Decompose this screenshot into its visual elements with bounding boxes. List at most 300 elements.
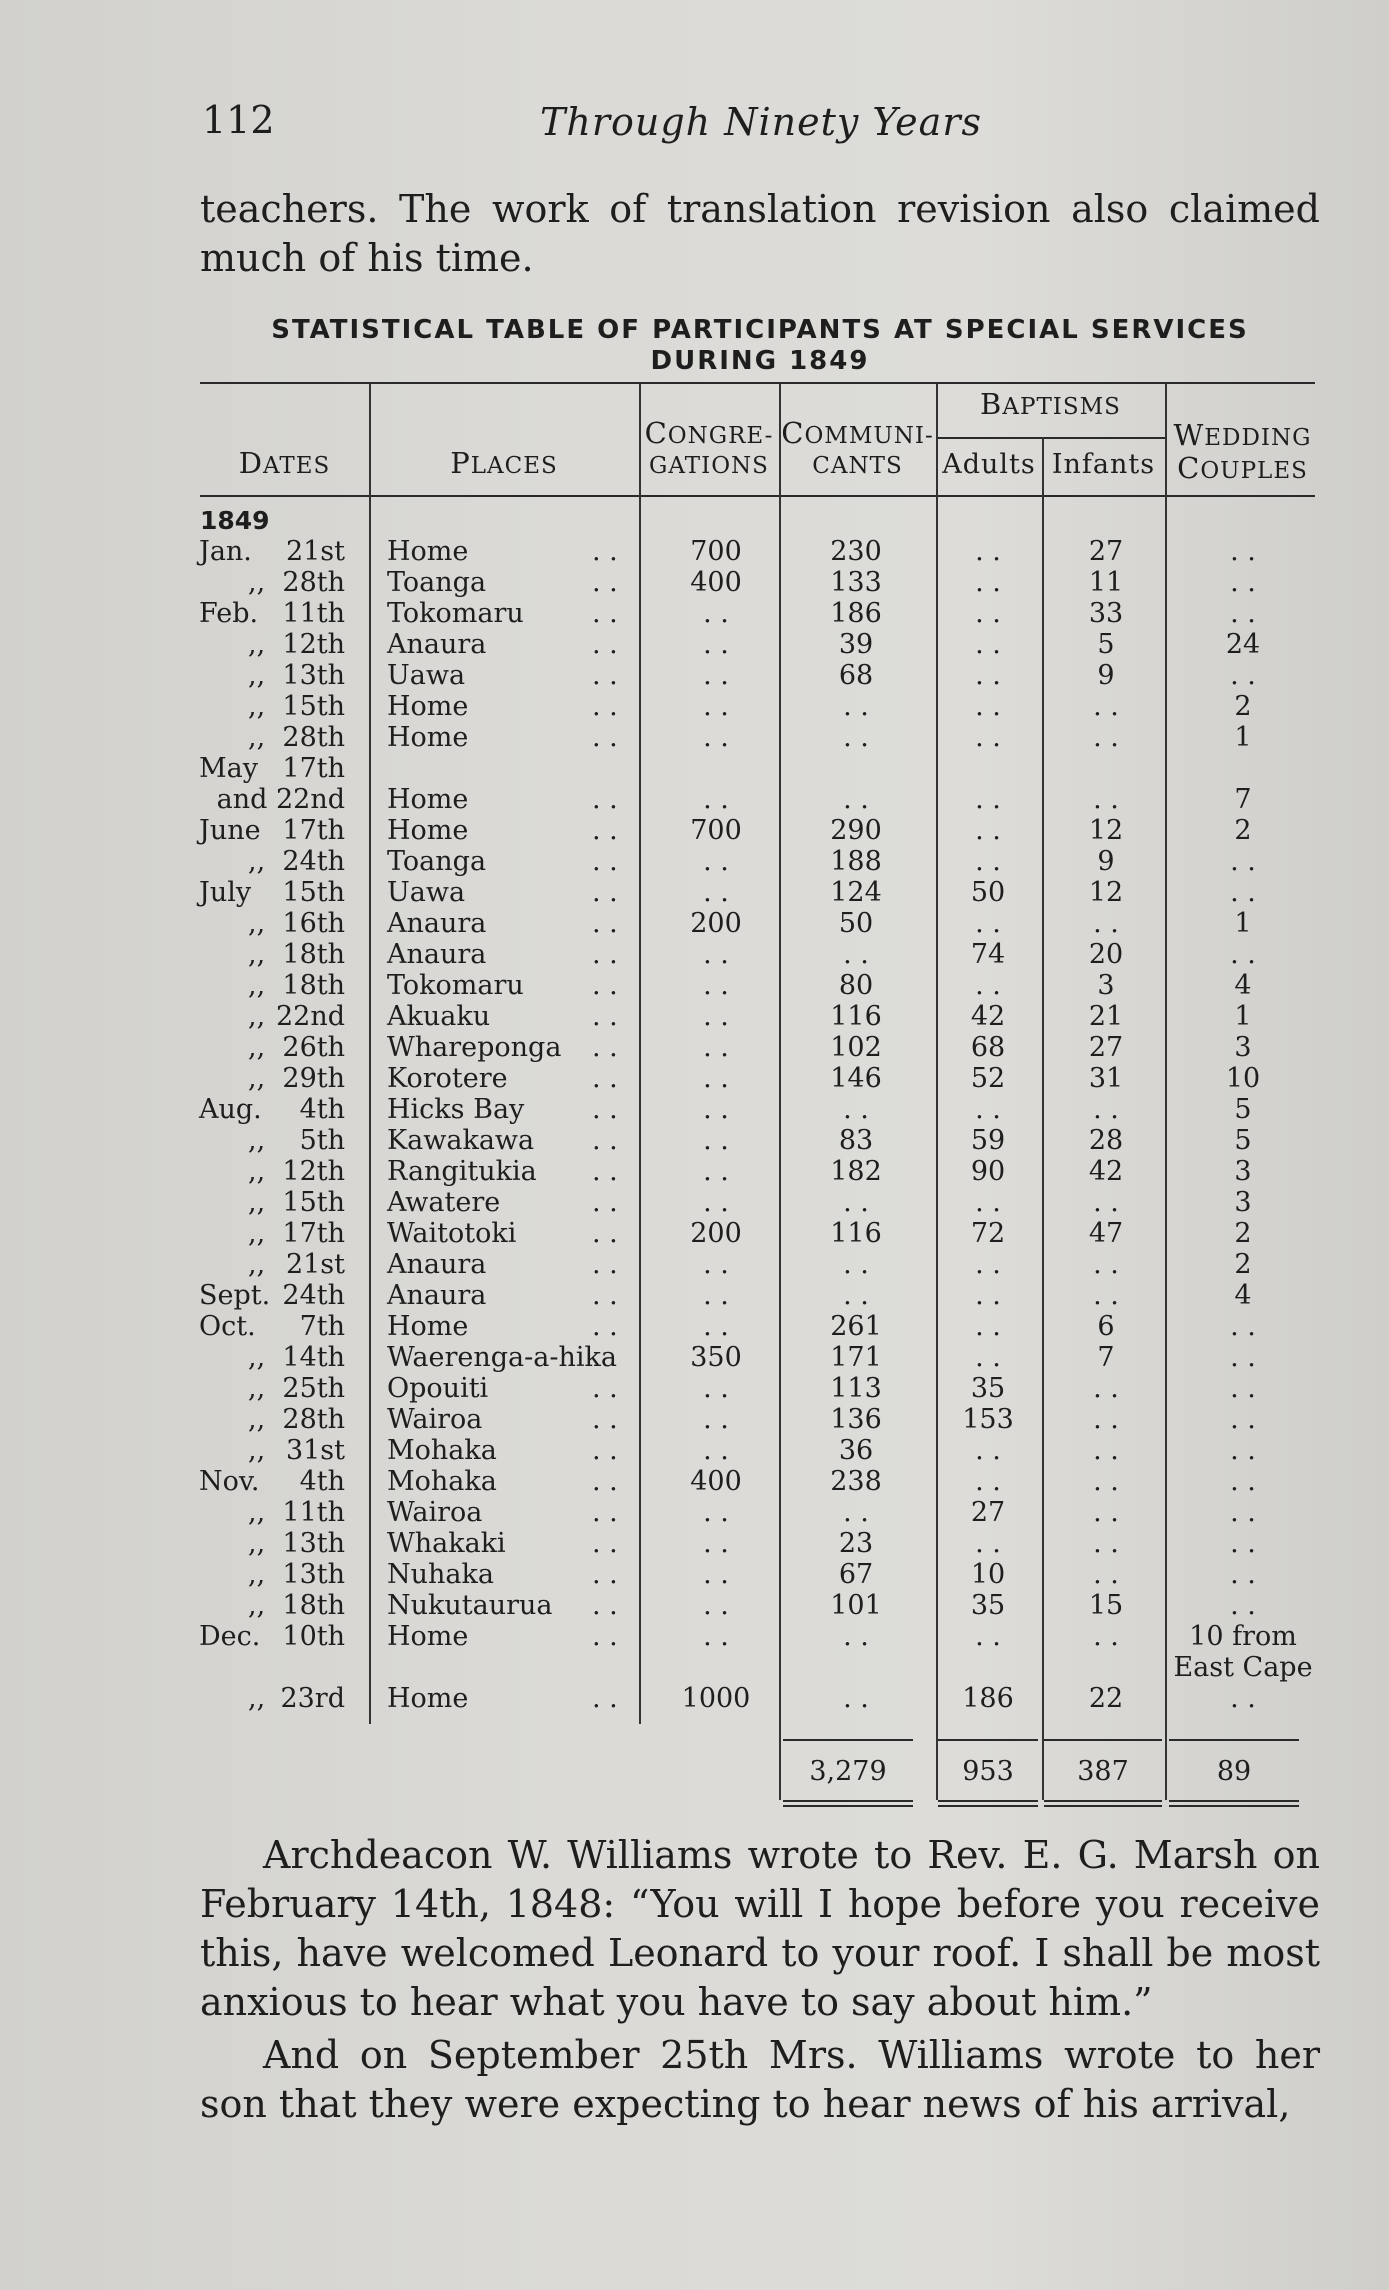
adults-cell: 74	[970, 939, 1006, 970]
infants-cell: 9	[1097, 846, 1115, 877]
infants-cell: . .	[1093, 691, 1119, 722]
infants-cell: 27	[1088, 536, 1124, 567]
date-day: 28th	[282, 1404, 345, 1435]
running-title: Through Ninety Years	[540, 100, 982, 144]
table-caption-line1: STATISTICAL TABLE OF PARTICIPANTS AT SPECIAL SERVICES	[271, 315, 1249, 345]
adults-cell: . .	[975, 970, 1001, 1001]
date-day: 18th	[282, 939, 345, 970]
infants-cell: 12	[1088, 815, 1124, 846]
table-row	[0, 1466, 1389, 1497]
date-month: Sept.	[199, 1280, 271, 1311]
table-row	[0, 1373, 1389, 1404]
place-name: Toanga	[387, 567, 487, 598]
infants-cell: . .	[1093, 1435, 1119, 1466]
place-name: Home	[387, 784, 469, 815]
communicants-cell: . .	[843, 691, 869, 722]
date-day: 10th	[282, 1621, 345, 1652]
infants-cell: . .	[1093, 1249, 1119, 1280]
adults-cell: . .	[975, 536, 1001, 567]
leader-dots: . .	[592, 1466, 618, 1497]
congregations-cell: . .	[703, 1187, 729, 1218]
date-day: 15th	[282, 691, 345, 722]
date-day: 29th	[282, 1063, 345, 1094]
congregations-cell: 200	[690, 1218, 742, 1249]
date-day: 15th	[282, 1187, 345, 1218]
date-month: ,,	[248, 1001, 266, 1032]
wedding-couples-cell: . .	[1230, 1497, 1256, 1528]
adults-cell: 35	[970, 1373, 1006, 1404]
infants-cell: 21	[1088, 1001, 1124, 1032]
wedding-couples-cell: . .	[1230, 1528, 1256, 1559]
wedding-couples-cell: 2	[1234, 1249, 1252, 1280]
date-day: 28th	[282, 722, 345, 753]
communicants-cell: 23	[838, 1528, 874, 1559]
place-name: Kawakawa	[387, 1125, 535, 1156]
table-top-rule	[200, 382, 1315, 384]
wedding-couples-cell: East Cape	[1173, 1652, 1313, 1683]
infants-cell: 47	[1088, 1218, 1124, 1249]
communicants-cell: . .	[843, 1280, 869, 1311]
date-month: ,,	[248, 1559, 266, 1590]
place-name: Waerenga-a-hika	[387, 1342, 617, 1373]
date-month: Oct.	[199, 1311, 256, 1342]
date-month: ,,	[248, 970, 266, 1001]
leader-dots: . .	[592, 846, 618, 877]
date-month: Dec.	[199, 1621, 261, 1652]
adults-cell: . .	[975, 1280, 1001, 1311]
date-month: ,,	[248, 567, 266, 598]
congregations-cell: . .	[703, 1001, 729, 1032]
place-name: Tokomaru	[387, 598, 524, 629]
wedding-couples-cell: 2	[1234, 1218, 1252, 1249]
date-day: 18th	[282, 970, 345, 1001]
wedding-couples-cell: 24	[1225, 629, 1261, 660]
place-name: Mohaka	[387, 1466, 497, 1497]
wedding-couples-cell: 1	[1234, 1001, 1252, 1032]
date-month: ,,	[248, 629, 266, 660]
infants-cell: 7	[1097, 1342, 1115, 1373]
place-name: Rangitukia	[387, 1156, 537, 1187]
infants-cell: . .	[1093, 1187, 1119, 1218]
adults-cell: . .	[975, 846, 1001, 877]
table-row	[0, 1249, 1389, 1280]
table-row	[0, 939, 1389, 970]
communicants-cell: 116	[830, 1001, 882, 1032]
table-row	[0, 1001, 1389, 1032]
place-name: Uawa	[387, 877, 466, 908]
date-day: 11th	[282, 598, 345, 629]
date-month: Jan.	[199, 536, 252, 567]
date-month: ,,	[248, 1373, 266, 1404]
table-row	[0, 660, 1389, 691]
congregations-cell: 700	[690, 536, 742, 567]
infants-cell: 15	[1088, 1590, 1124, 1621]
congregations-cell: . .	[703, 629, 729, 660]
header-baptisms: BAPTISMS	[980, 387, 1121, 421]
header-congregations: CONGRE- GATIONS	[644, 416, 774, 479]
congregations-cell: . .	[703, 1559, 729, 1590]
header-wedding-couples: WEDDING COUPLES	[1173, 418, 1312, 485]
leader-dots: . .	[592, 1156, 618, 1187]
infants-cell: . .	[1093, 1466, 1119, 1497]
adults-cell: 35	[970, 1590, 1006, 1621]
table-row	[0, 1125, 1389, 1156]
table-row	[0, 1435, 1389, 1466]
date-day: 12th	[282, 1156, 345, 1187]
date-day: 7th	[299, 1311, 345, 1342]
congregations-cell: 200	[690, 908, 742, 939]
table-row	[0, 815, 1389, 846]
infants-cell: 22	[1088, 1683, 1124, 1714]
congregations-cell: . .	[703, 1063, 729, 1094]
date-month: ,,	[248, 846, 266, 877]
date-month: ,,	[248, 722, 266, 753]
wedding-couples-cell: . .	[1230, 1559, 1256, 1590]
infants-cell: . .	[1093, 1094, 1119, 1125]
table-row	[0, 908, 1389, 939]
table-row	[0, 970, 1389, 1001]
date-day: 17th	[282, 1218, 345, 1249]
date-day: 13th	[282, 1528, 345, 1559]
wedding-couples-cell: 4	[1234, 1280, 1252, 1311]
date-day: 17th	[282, 753, 345, 784]
date-month: ,,	[248, 1528, 266, 1559]
place-name: Anaura	[387, 939, 487, 970]
leader-dots: . .	[592, 784, 618, 815]
adults-cell: . .	[975, 1342, 1001, 1373]
adults-cell: . .	[975, 1187, 1001, 1218]
table-row	[0, 722, 1389, 753]
adults-cell: . .	[975, 660, 1001, 691]
date-day: 26th	[282, 1032, 345, 1063]
communicants-cell: 50	[838, 908, 874, 939]
congregations-cell: . .	[703, 1404, 729, 1435]
adults-cell: . .	[975, 1094, 1001, 1125]
date-day: 18th	[282, 1590, 345, 1621]
intro-paragraph: teachers. The work of translation revision also claimed much of his time.	[200, 187, 1320, 280]
congregations-cell: 350	[690, 1342, 742, 1373]
wedding-couples-cell: 3	[1234, 1187, 1252, 1218]
wedding-couples-cell: . .	[1230, 939, 1256, 970]
totals-double-rule	[1044, 1800, 1162, 1802]
table-row	[0, 1063, 1389, 1094]
leader-dots: . .	[592, 1187, 618, 1218]
wedding-couples-cell: 3	[1234, 1032, 1252, 1063]
congregations-cell: . .	[703, 598, 729, 629]
total-infants: 387	[1077, 1756, 1129, 1787]
leader-dots: . .	[592, 1218, 618, 1249]
totals-rule	[783, 1739, 913, 1741]
table-row	[0, 753, 1389, 784]
totals-double-rule	[783, 1800, 913, 1802]
table-row	[0, 877, 1389, 908]
totals-rule	[1169, 1739, 1299, 1741]
congregations-cell: . .	[703, 1435, 729, 1466]
table-row	[0, 1094, 1389, 1125]
place-name: Uawa	[387, 660, 466, 691]
communicants-cell: . .	[843, 1249, 869, 1280]
communicants-cell: 182	[830, 1156, 882, 1187]
adults-cell: . .	[975, 1435, 1001, 1466]
infants-cell: 5	[1097, 629, 1115, 660]
table-row	[0, 1528, 1389, 1559]
table-row	[0, 1404, 1389, 1435]
adults-cell: . .	[975, 1621, 1001, 1652]
leader-dots: . .	[592, 660, 618, 691]
adults-cell: 10	[970, 1559, 1006, 1590]
totals-double-rule	[1169, 1805, 1299, 1807]
date-month: ,,	[248, 1342, 266, 1373]
wedding-couples-cell: . .	[1230, 1466, 1256, 1497]
leader-dots: . .	[592, 1001, 618, 1032]
wedding-couples-cell: . .	[1230, 567, 1256, 598]
leader-dots: . .	[592, 691, 618, 722]
header-communicants: COMMUNI- CANTS	[781, 416, 934, 479]
table-row	[0, 1311, 1389, 1342]
leader-dots: . .	[592, 877, 618, 908]
header-infants: Infants	[1051, 449, 1156, 480]
table-row	[0, 598, 1389, 629]
date-day: 21st	[285, 536, 345, 567]
infants-cell: 12	[1088, 877, 1124, 908]
place-name: Wairoa	[387, 1404, 483, 1435]
table-row	[0, 1559, 1389, 1590]
leader-dots: . .	[592, 629, 618, 660]
place-name: Mohaka	[387, 1435, 497, 1466]
congregations-cell: . .	[703, 1032, 729, 1063]
infants-cell: . .	[1093, 1528, 1119, 1559]
baptisms-rule	[937, 437, 1165, 439]
date-month: May	[199, 753, 258, 784]
date-day: 23rd	[280, 1683, 345, 1714]
infants-cell: 9	[1097, 660, 1115, 691]
date-month: Feb.	[199, 598, 259, 629]
wedding-couples-cell: 5	[1234, 1125, 1252, 1156]
table-row	[0, 1218, 1389, 1249]
infants-cell: . .	[1093, 1404, 1119, 1435]
table-row	[0, 1652, 1389, 1683]
infants-cell: 20	[1088, 939, 1124, 970]
leader-dots: . .	[592, 970, 618, 1001]
date-day: 25th	[282, 1373, 345, 1404]
leader-dots: . .	[592, 1063, 618, 1094]
place-name: Home	[387, 536, 469, 567]
totals-double-rule	[1044, 1805, 1162, 1807]
communicants-cell: 290	[830, 815, 882, 846]
adults-cell: . .	[975, 815, 1001, 846]
congregations-cell: 400	[690, 1466, 742, 1497]
table-row	[0, 1590, 1389, 1621]
table-row	[0, 1280, 1389, 1311]
table-row	[0, 567, 1389, 598]
date-day: 31st	[285, 1435, 345, 1466]
date-month: ,,	[248, 1125, 266, 1156]
communicants-cell: 102	[830, 1032, 882, 1063]
communicants-cell: 238	[830, 1466, 882, 1497]
wedding-couples-cell: . .	[1230, 1373, 1256, 1404]
congregations-cell: . .	[703, 1156, 729, 1187]
date-day: and 22nd	[216, 784, 345, 815]
adults-cell: 153	[962, 1404, 1014, 1435]
place-name: Whakaki	[387, 1528, 506, 1559]
leader-dots: . .	[592, 1621, 618, 1652]
communicants-cell: . .	[843, 939, 869, 970]
date-month: ,,	[248, 1187, 266, 1218]
congregations-cell: . .	[703, 1621, 729, 1652]
place-name: Whareponga	[387, 1032, 562, 1063]
date-month: ,,	[248, 1218, 266, 1249]
communicants-cell: 101	[830, 1590, 882, 1621]
adults-cell: . .	[975, 598, 1001, 629]
adults-cell: . .	[975, 1528, 1001, 1559]
communicants-cell: 83	[838, 1125, 874, 1156]
wedding-couples-cell: . .	[1230, 536, 1256, 567]
congregations-cell: 400	[690, 567, 742, 598]
leader-dots: . .	[592, 939, 618, 970]
congregations-cell: . .	[703, 939, 729, 970]
date-month: Nov.	[199, 1466, 260, 1497]
congregations-cell: . .	[703, 1528, 729, 1559]
leader-dots: . .	[592, 815, 618, 846]
date-month: June	[199, 815, 261, 846]
communicants-cell: 36	[838, 1435, 874, 1466]
page-number: 112	[202, 98, 275, 142]
leader-dots: . .	[592, 1125, 618, 1156]
date-month: ,,	[248, 660, 266, 691]
table-row	[0, 1342, 1389, 1373]
communicants-cell: 133	[830, 567, 882, 598]
leader-dots: . .	[592, 567, 618, 598]
communicants-cell: . .	[843, 1094, 869, 1125]
wedding-couples-cell: 7	[1234, 784, 1252, 815]
communicants-cell: 113	[830, 1373, 882, 1404]
table-row	[0, 846, 1389, 877]
leader-dots: . .	[592, 1497, 618, 1528]
place-name: Anaura	[387, 629, 487, 660]
wedding-couples-cell: . .	[1230, 1311, 1256, 1342]
communicants-cell: 136	[830, 1404, 882, 1435]
totals-double-rule	[938, 1805, 1038, 1807]
header-places: PLACES	[450, 446, 558, 480]
infants-cell: . .	[1093, 1559, 1119, 1590]
congregations-cell: . .	[703, 1249, 729, 1280]
body-paragraph-marsh-letter: Archdeacon W. Williams wrote to Rev. E. G. Marsh on February 14th, 1848: “You will I hope before you receive this, have welcomed Leonard to your roof. I shall be most anxious to hear what you have to say about him.”	[200, 1833, 1320, 2024]
wedding-couples-cell: 4	[1234, 970, 1252, 1001]
totals-double-rule	[938, 1800, 1038, 1802]
place-name: Home	[387, 1311, 469, 1342]
date-day: 21st	[285, 1249, 345, 1280]
place-name: Awatere	[387, 1187, 501, 1218]
header-dates: DATES	[238, 446, 331, 480]
congregations-cell: . .	[703, 1125, 729, 1156]
wedding-couples-cell: . .	[1230, 1342, 1256, 1373]
infants-cell: 3	[1097, 970, 1115, 1001]
infants-cell: . .	[1093, 908, 1119, 939]
date-month: ,,	[248, 1156, 266, 1187]
body-paragraph-mrs-williams: And on September 25th Mrs. Williams wrote to her son that they were expecting to hear news of his arrival,	[200, 2033, 1320, 2126]
infants-cell: . .	[1093, 1373, 1119, 1404]
date-month: Aug.	[199, 1094, 262, 1125]
place-name: Wairoa	[387, 1497, 483, 1528]
wedding-couples-cell: . .	[1230, 1590, 1256, 1621]
place-name: Home	[387, 1621, 469, 1652]
communicants-cell: 230	[830, 536, 882, 567]
leader-dots: . .	[592, 598, 618, 629]
communicants-cell: 146	[830, 1063, 882, 1094]
wedding-couples-cell: 2	[1234, 815, 1252, 846]
communicants-cell: 188	[830, 846, 882, 877]
communicants-cell: 124	[830, 877, 882, 908]
leader-dots: . .	[592, 1373, 618, 1404]
wedding-couples-cell: 3	[1234, 1156, 1252, 1187]
totals-double-rule	[1169, 1800, 1299, 1802]
date-month: July	[199, 877, 252, 908]
table-row	[0, 1032, 1389, 1063]
date-month: ,,	[248, 1404, 266, 1435]
congregations-cell: . .	[703, 722, 729, 753]
adults-cell: 90	[970, 1156, 1006, 1187]
leader-dots: . .	[592, 908, 618, 939]
date-month: ,,	[248, 1590, 266, 1621]
adults-cell: 186	[962, 1683, 1014, 1714]
place-name: Waitotoki	[387, 1218, 517, 1249]
leader-dots: . .	[592, 1311, 618, 1342]
place-name: Anaura	[387, 1280, 487, 1311]
header-adults: Adults	[942, 449, 1036, 480]
adults-cell: 50	[970, 877, 1006, 908]
date-day: 28th	[282, 567, 345, 598]
table-row	[0, 1497, 1389, 1528]
congregations-cell: . .	[703, 1311, 729, 1342]
total-communicants: 3,279	[809, 1756, 887, 1787]
date-month: ,,	[248, 939, 266, 970]
date-day: 22nd	[275, 1001, 345, 1032]
adults-cell: . .	[975, 629, 1001, 660]
table-year: 1849	[200, 506, 270, 535]
header-bottom-rule	[200, 495, 1315, 497]
totals-double-rule	[783, 1805, 913, 1807]
date-day: 4th	[299, 1466, 345, 1497]
adults-cell: . .	[975, 722, 1001, 753]
place-name: Akuaku	[387, 1001, 491, 1032]
place-name: Tokomaru	[387, 970, 524, 1001]
date-day: 17th	[282, 815, 345, 846]
table-row	[0, 536, 1389, 567]
congregations-cell: 1000	[681, 1683, 751, 1714]
table-row	[0, 1621, 1389, 1652]
totals-rule	[938, 1739, 1038, 1741]
congregations-cell: . .	[703, 970, 729, 1001]
congregations-cell: . .	[703, 784, 729, 815]
leader-dots: . .	[592, 1683, 618, 1714]
date-month: ,,	[248, 908, 266, 939]
table-row	[0, 1156, 1389, 1187]
communicants-cell: . .	[843, 1497, 869, 1528]
leader-dots: . .	[592, 1559, 618, 1590]
infants-cell: 33	[1088, 598, 1124, 629]
communicants-cell: . .	[843, 784, 869, 815]
leader-dots: . .	[592, 1590, 618, 1621]
leader-dots: . .	[592, 1280, 618, 1311]
date-day: 14th	[282, 1342, 345, 1373]
adults-cell: 52	[970, 1063, 1006, 1094]
place-name: Home	[387, 1683, 469, 1714]
date-day: 16th	[282, 908, 345, 939]
communicants-cell: 116	[830, 1218, 882, 1249]
leader-dots: . .	[592, 1404, 618, 1435]
communicants-cell: 68	[838, 660, 874, 691]
date-day: 24th	[282, 1280, 345, 1311]
